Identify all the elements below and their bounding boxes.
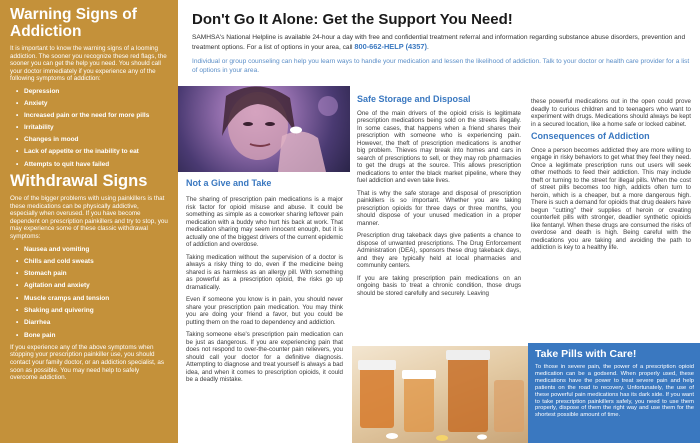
helpline-intro bbox=[192, 34, 692, 53]
paragraph: Prescription drug takeback days give patients a chance to dispose of unwanted prescriptions. The Drug Enforcement Administration (DEA), sponsors these drug takeback days, and they are typically held at local pharmacies and community centers. bbox=[357, 232, 521, 269]
warning-signs-list bbox=[16, 88, 168, 168]
list-item: • Changes in mood bbox=[16, 136, 168, 143]
consequences-heading: Consequences of Addiction bbox=[531, 131, 650, 141]
withdrawal-signs-outro: If you experience any of the above symptoms when stopping your prescription painkiller use, you should contact your family doctor, or an addiction specialist, as soon as possible. You may need help to safely overcome addiction. bbox=[10, 343, 164, 382]
list-item: • Muscle cramps and tension bbox=[16, 295, 168, 302]
paragraph: The sharing of prescription pain medications is a major risk factor for opioid misuse and abuse. It could be something as simple as a coworker sharing leftover pain medication with a buddy who hurt his back at work. That medication sharing may seem innocent enough, but it is actually one of the biggest drivers of the current epidemic of addiction and overdose. bbox=[186, 196, 343, 248]
list-item: • Shaking and quivering bbox=[16, 307, 168, 314]
withdrawal-signs-intro: One of the bigger problems with using painkillers is that these medications can be physically addictive, especially when overused. If you have become dependent on prescription painkillers and try to stop, you may experience some of these classic withdrawal symptoms: bbox=[10, 194, 168, 240]
withdrawal-signs-list bbox=[16, 246, 168, 339]
woman-photo-illustration bbox=[178, 86, 350, 172]
storage-heading: Safe Storage and Disposal bbox=[357, 94, 471, 104]
helpline-end: . bbox=[426, 43, 429, 51]
paragraph: Even if someone you know is in pain, you should never share your prescription pain medication. You may think you are doing your friend a favor, but you could be putting them on the road to dependency and addiction. bbox=[186, 296, 343, 326]
list-item: • Irritability bbox=[16, 124, 168, 131]
paragraph: One of the main drivers of the opioid crisis is legitimate prescription medications being sold on the streets illegally. In some cases, that happens when a friend shares their prescription with someone who is experiencing pain. However, the theft of prescription medications is another big problem. Thieves may break into homes and cars in search of prescriptions to sell, or they may rob pharmacies to get the drugs at the source. This allows prescription medications to enter the black market pipeline, where they fuel addiction and even take lives. bbox=[357, 109, 521, 184]
list-item: • Anxiety bbox=[16, 100, 168, 107]
list-item: • Lack of appetite or the inability to eat bbox=[16, 148, 168, 155]
list-item: • Agitation and anxiety bbox=[16, 282, 168, 289]
counseling-intro: Individual or group counseling can help you learn ways to handle your medication and lessen the likelihood of addiction. Talk to your doctor or health care provider for a list of options in your area. bbox=[192, 58, 690, 74]
page-headline: Don't Go It Alone: Get the Support You Need! bbox=[192, 11, 513, 28]
warning-signs-title: Warning Signs of Addiction bbox=[10, 6, 137, 40]
list-item: • Bone pain bbox=[16, 332, 168, 339]
list-item: • Increased pain or the need for more pills bbox=[16, 112, 168, 119]
give-take-column bbox=[186, 196, 343, 389]
list-item: • Nausea and vomiting bbox=[16, 246, 168, 253]
list-item: • Depression bbox=[16, 88, 168, 95]
list-item: • Stomach pain bbox=[16, 270, 168, 277]
consequences-column bbox=[531, 98, 691, 257]
pill-bottles-illustration bbox=[352, 346, 528, 443]
paragraph: Taking medication without the supervision of a doctor is always a risky thing to do, even if the medicine being shared is as harmless as an allergy pill. With something as powerful as a prescription opioid, the risks go up dramatically. bbox=[186, 253, 343, 291]
list-item: • Attempts to quit have failed bbox=[16, 161, 168, 168]
paragraph: Taking someone else's prescription pain medication can be just as dangerous. If you are experiencing pain that does not respond to over-the-counter pain relievers, you should call your doctor for a definitive diagnosis. Attempting to diagnose and treat yourself is always a bad idea, and when it comes to prescription opioids, it could be a deadly mistake. bbox=[186, 331, 343, 383]
woman-holding-pill-photo bbox=[178, 86, 350, 172]
list-item: • Diarrhea bbox=[16, 319, 168, 326]
paragraph: That is why the safe storage and disposal of prescription painkillers is so important. Whether you are taking prescription opioids for three days or three months, you should dispose of your unused medication in a proper manner. bbox=[357, 189, 521, 227]
helpline-text: SAMHSA's National Helpline is available 24-hour a day with free and confidential treatment referral and information regarding substance abuse disorders, prevention and treatment options. For a list of options in your area, call bbox=[192, 34, 686, 51]
pill-bottles-photo bbox=[352, 346, 528, 443]
helpline-phone: 800-662-HELP (4357) bbox=[354, 41, 427, 51]
paragraph: Once a person becomes addicted they are more willing to engage in risky behaviors to get what they feel they need. Once a legitimate prescription runs out users will seek other methods to feed their addiction. This may include theft or turning to the street for illegal pills. When the cost of street pills becomes too high, addicts often turn to heroin, which is a cheaper, but a more dangerous high. There is such a demand for opioids that drug dealers have begun "cutting" their supplies of heroin or creating counterfeit pills with stronger, deadlier synthetic opioids like fentanyl. When these drugs are consumed the risks of overdose and death is high. Being careful with the medications you are taking and avoiding the path to addiction is key to a healthy life. bbox=[531, 146, 691, 251]
take-pills-callout bbox=[528, 343, 700, 443]
list-item: • Chills and cold sweats bbox=[16, 258, 168, 265]
storage-column bbox=[357, 96, 521, 302]
withdrawal-signs-title: Withdrawal Signs bbox=[10, 171, 148, 190]
paragraph: these powerful medications out in the open could prove deadly to curious children and to teenagers who want to experiment with drugs. Medications should always be kept in a secured location, like a home safe or locked cabinet. bbox=[531, 98, 691, 128]
warning-signs-intro: It is important to know the warning signs of a looming addiction. The sooner you recognize these red flags, the sooner you can get the help you need. You should call your doctor immediately if you experience any of the following symptoms of addiction: bbox=[10, 45, 167, 83]
warning-sidebar bbox=[0, 0, 178, 443]
give-take-heading: Not a Give and Take bbox=[186, 178, 272, 188]
take-pills-text: To those in severe pain, the power of a prescription opioid medication can be a godsend. When properly used, these medications have the power to treat severe pain and help patients on the road to recovery. Unfortunately, the use of these powerful pain medications has its dark side. If you want to take prescription painkillers safely, you need to use them properly, dispose of them the right way and use them for the shortest possible amount of time. bbox=[535, 364, 694, 419]
take-pills-heading: Take Pills with Care! bbox=[535, 348, 637, 360]
paragraph: If you are taking prescription pain medications on an ongoing basis to treat a chronic condition, those drugs should be stored carefully and securely. Leaving bbox=[357, 274, 521, 297]
